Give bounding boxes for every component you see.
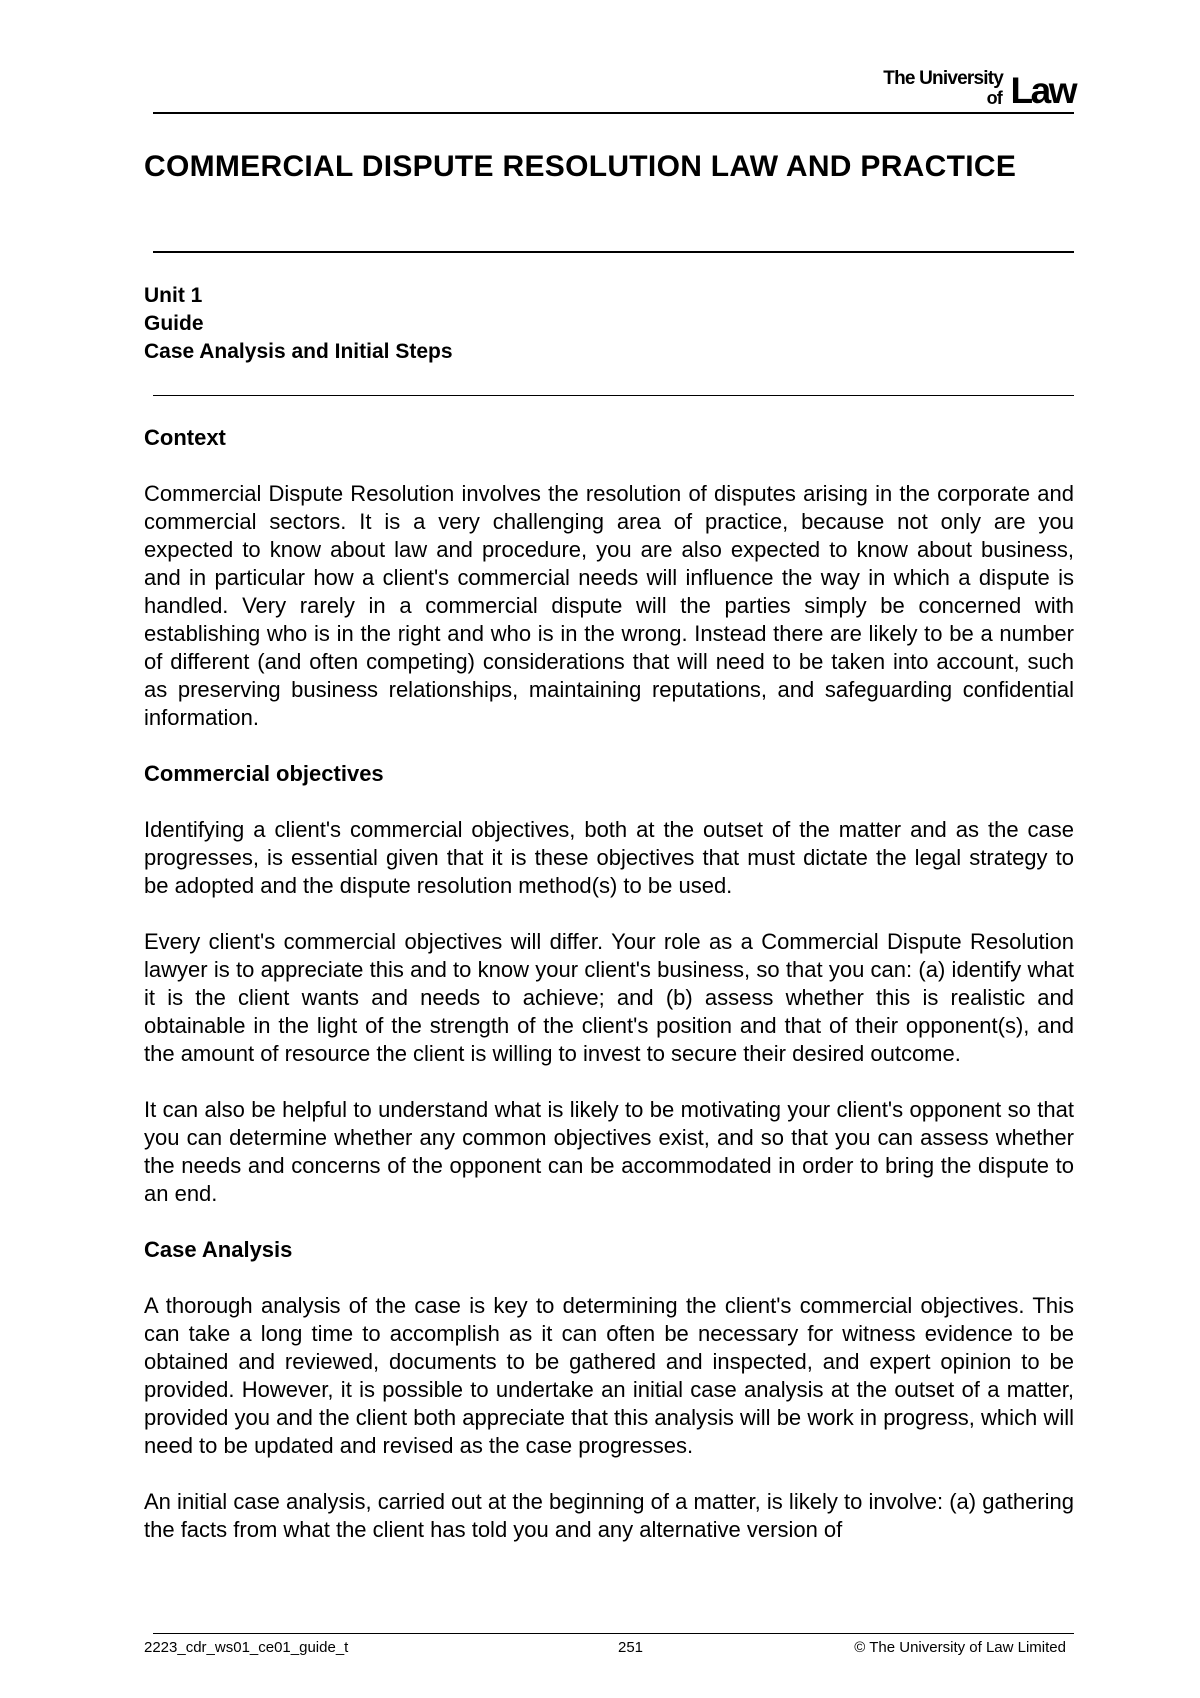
objectives-paragraph-1: Identifying a client's commercial objectives, both at the outset of the matter and as the case progresses, is essential given that it is these objectives that must dictate the legal strategy to be adopted and the dispute resolution method(s) to be used. (144, 817, 1074, 898)
analysis-paragraph-1: A thorough analysis of the case is key to determining the client's commercial objectives. This can take a long time to accomplish as it can often be necessary for witness evidence to be obtained and reviewed, documents to be gathered and inspected, and expert opinion to be provided. However, it is possible to undertake an initial case analysis at the outset of a matter, provided you and the client both appreciate that this analysis will be work in progress, which will need to be updated and revised as the case progresses. (144, 1293, 1074, 1458)
footer-divider (153, 1633, 1074, 1634)
unit-info (144, 282, 453, 366)
logo-text-big: Law (1010, 70, 1075, 111)
footer-page-number: 251 (618, 1639, 644, 1656)
objectives-paragraph-3: It can also be helpful to understand what is likely to be motivating your client's opponent so that you can determine whether any common objectives exist, and so that you can assess whether the needs and concerns of the opponent can be accommodated in order to bring the dispute to an end. (144, 1097, 1074, 1206)
analysis-paragraph-2: An initial case analysis, carried out at the beginning of a matter, is likely to involve: (a) gathering the facts from what the client has told you and any alternative version of (144, 1489, 1074, 1542)
footer-copyright: © The University of Law Limited (854, 1639, 1066, 1656)
university-logo (855, 62, 1075, 112)
logo-text-line1: The University (883, 68, 1003, 89)
unit-type: Guide (144, 312, 204, 335)
context-paragraph: Commercial Dispute Resolution involves the resolution of disputes arising in the corporate and commercial sectors. It is a very challenging area of practice, because not only are you expected to know about law and procedure, you are also expected to know about business, and in particular how a client's commercial needs will influence the way in which a dispute is handled. Very rarely in a commercial dispute will the parties simply be concerned with establishing who is in the right and who is in the wrong. Instead there are likely to be a number of different (and often competing) considerations that will need to be taken into account, such as preserving business relationships, maintaining reputations, and safeguarding confidential information. (144, 481, 1074, 730)
page-footer (144, 1638, 1066, 1658)
title-divider (153, 251, 1074, 253)
objectives-paragraph-2: Every client's commercial objectives will differ. Your role as a Commercial Dispute Resolution lawyer is to appreciate this and to know your client's business, so that you can: (a) identify what it is the client wants and needs to achieve; and (b) assess whether this is realistic and obtainable in the light of the strength of the client's position and that of their opponent(s), and the amount of resource the client is willing to invest to secure their desired outcome. (144, 929, 1074, 1066)
unit-divider (153, 395, 1074, 396)
document-body (144, 424, 1074, 1572)
section-heading-objectives: Commercial objectives (144, 761, 384, 786)
unit-topic: Case Analysis and Initial Steps (144, 340, 453, 363)
section-heading-analysis: Case Analysis (144, 1237, 293, 1262)
unit-number: Unit 1 (144, 284, 203, 307)
logo-text-line2: of (986, 88, 1002, 108)
footer-doc-code: 2223_cdr_ws01_ce01_guide_t (144, 1639, 349, 1656)
header-divider (153, 112, 1074, 114)
section-heading-context: Context (144, 425, 226, 450)
document-title: COMMERCIAL DISPUTE RESOLUTION LAW AND PRACTICE (144, 150, 1017, 183)
